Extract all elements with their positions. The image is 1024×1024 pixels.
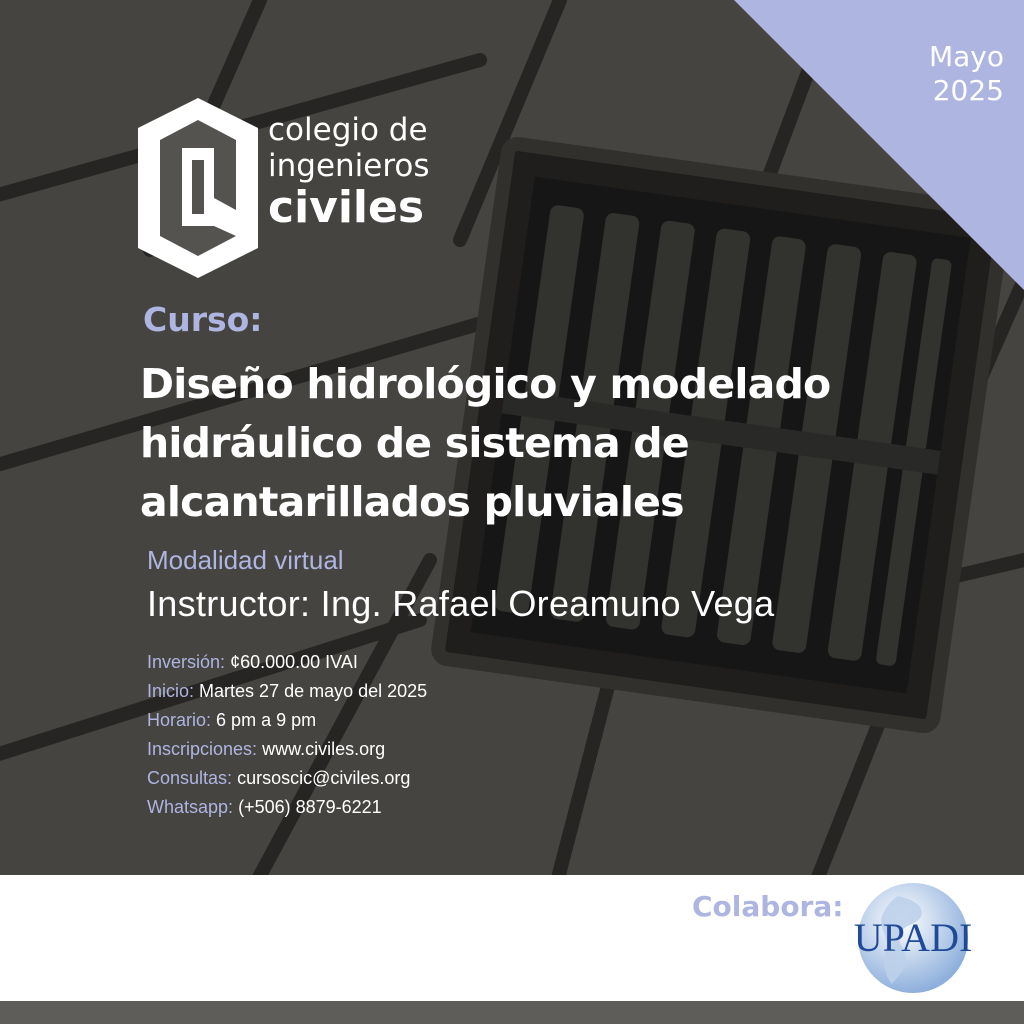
whatsapp-number[interactable]: (+506) 8879-6221 [238,797,382,817]
course-modality: Modalidad virtual [147,545,344,575]
detail-row-investment [147,648,427,677]
org-line-3: civiles [268,182,425,233]
course-title-line: Diseño hidrológico y modelado [140,360,831,408]
detail-value: ¢60.000.00 IVAI [230,652,358,672]
course-title [140,355,920,532]
date-month: Mayo [928,40,1004,73]
bottom-strip [0,1001,1024,1024]
org-line-2: ingenieros [268,148,430,184]
course-details [147,648,427,822]
contact-email-link[interactable]: cursoscic@civiles.org [237,768,411,788]
detail-label: Consultas: [147,768,233,788]
detail-label: Inscripciones: [147,739,258,759]
detail-label: Inversión: [147,652,226,672]
course-title-line: hidráulico de sistema de [140,419,689,467]
partner-logo-text: UPADI [853,915,973,960]
detail-row-schedule [147,706,427,735]
course-instructor: Instructor: Ing. Rafael Oreamuno Vega [147,583,775,624]
detail-row-start [147,677,427,706]
organization-name [268,112,430,232]
registration-link[interactable]: www.civiles.org [262,739,386,759]
course-date [854,40,1004,108]
date-year: 2025 [932,74,1004,107]
detail-row-contact [147,764,427,793]
upadi-globe-icon [838,878,988,998]
detail-row-whatsapp [147,793,427,822]
course-title-line: alcantarillados pluviales [140,478,684,526]
cic-logo-icon [138,98,258,278]
detail-label: Horario: [147,710,212,730]
detail-label: Whatsapp: [147,797,234,817]
collaborator-label: Colabora: [692,890,844,923]
detail-value: 6 pm a 9 pm [216,710,317,730]
org-line-1: colegio de [268,112,428,148]
course-kicker: Curso: [143,300,263,339]
detail-value: Martes 27 de mayo del 2025 [199,681,428,701]
detail-row-registration [147,735,427,764]
detail-label: Inicio: [147,681,195,701]
